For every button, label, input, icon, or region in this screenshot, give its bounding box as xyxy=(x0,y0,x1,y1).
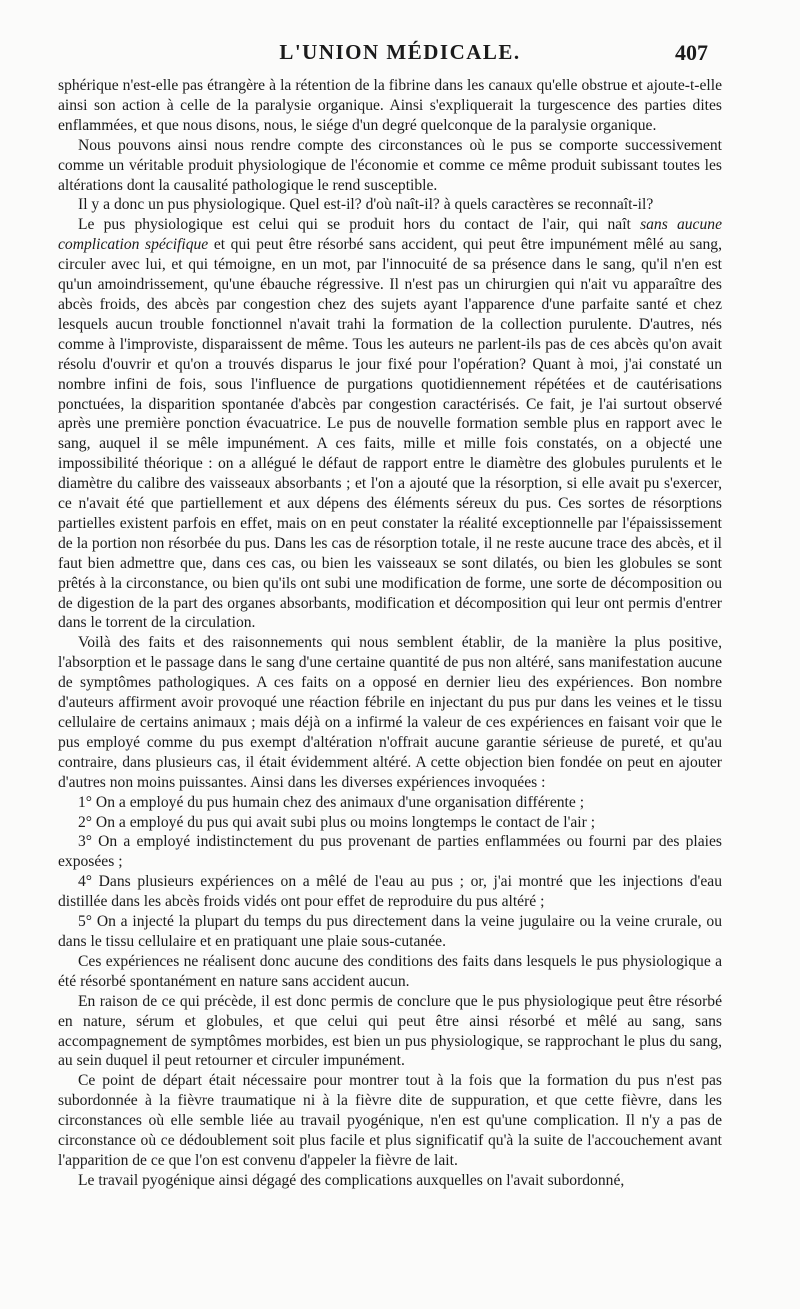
page-header xyxy=(0,38,800,74)
list-item: 5° On a injecté la plupart du temps du pus directement dans la veine jugulaire ou la veine crurale, ou dans le tissu cellulaire et en pratiquant une plaie sous-cutanée. xyxy=(58,913,722,950)
paragraph: sphérique n'est-elle pas étrangère à la rétention de la fibrine dans les canaux qu'elle obstrue et ajoute-t-elle ainsi son action à celle de la paralysie organique. Ainsi s'expliquerait la turgescence des parties dites enflammées, et que nous disons, nous, le siége d'un degré quelconque de la paralysie organique. xyxy=(58,77,722,134)
paragraph: Voilà des faits et des raisonnements qui nous semblent établir, de la manière la plus positive, l'absorption et le passage dans le sang d'une certaine quantité de pus non altéré, sans manifestation aucune de symptômes pathologiques. A ces faits on a opposé en dernier lieu des expériences. Bon nombre d'auteurs affirment avoir provoqué une réaction fébrile en injectant du pus pur dans les veines et le tissu cellulaire de certains animaux ; mais déjà on a infirmé la valeur de ces expériences en faisant voir que le pus employé comme du pus exempt d'altération n'offrait aucune garantie sérieuse de pureté, et qu'au contraire, dans plusieurs cas, il était évidemment altéré. A cette objection bien fondée on peut en ajouter d'autres non moins puissantes. Ainsi dans les diverses expériences invoquées : xyxy=(58,634,722,791)
paragraph: Ce point de départ était nécessaire pour montrer tout à la fois que la formation du pus n'est pas subordonnée à la fièvre traumatique ni à la fièvre dite de suppuration, et que cette fièvre, dans les circonstances où elle semble liée au travail pyogénique, n'en est qu'une complication. Il n'y a pas de circonstance où ce dédoublement soit plus facile et plus significatif qu'à la suite de l'accouchement avant l'apparition de ce que l'on est convenu d'appeler la fièvre de lait. xyxy=(58,1072,722,1169)
page-number: 407 xyxy=(675,40,708,65)
paragraph: En raison de ce qui précède, il est donc permis de conclure que le pus physiologique peut être résorbé en nature, sérum et globules, et que celui qui peut être ainsi résorbé et mêlé au sang, sans accompagnement de symptômes morbides, est bien un pus physiologique, se rapprochant le plus du sang, au sein duquel il peut retourner et circuler impunément. xyxy=(58,992,722,1070)
paragraph: Le travail pyogénique ainsi dégagé des complications auxquelles on l'avait subordonné, xyxy=(78,1171,625,1189)
paragraph: Nous pouvons ainsi nous rendre compte des circonstances où le pus se comporte successivement comme un véritable produit physiologique de l'économie et comme ce même produit subissant toutes les altérations dont la causalité pathologique le rend susceptible. xyxy=(58,136,722,194)
body-text xyxy=(58,76,722,1191)
paragraph-segment: Le pus physiologique est celui qui se produit hors du contact de l'air, qui naît xyxy=(78,216,631,234)
list-item: 3° On a employé indistinctement du pus provenant de parties enflammées ou fourni par des plaies exposées ; xyxy=(58,833,722,871)
paragraph: Ces expériences ne réalisent donc aucune des conditions des faits dans lesquels le pus physiologique a été résorbé spontanément en nature sans accident aucun. xyxy=(58,952,722,990)
list-item: 1° On a employé du pus humain chez des animaux d'une organisation différente ; xyxy=(78,793,585,811)
list-item: 4° Dans plusieurs expériences on a mêlé de l'eau au pus ; or, j'ai montré que les injections d'eau distillée dans les abcès froids vidés ont pour effet de reproduire du pus altéré ; xyxy=(58,873,722,911)
list-item: 2° On a employé du pus qui avait subi plus ou moins longtemps le contact de l'air ; xyxy=(78,813,596,831)
italic-phrase: sans aucune complication spécifique xyxy=(58,216,722,254)
paragraph xyxy=(58,215,722,633)
paragraph: Il y a donc un pus physiologique. Quel est-il? d'où naît-il? à quels caractères se reconnaît-il? xyxy=(78,196,654,214)
paragraph-segment: et qui peut être résorbé sans accident, qui peut être impunément mêlé au sang, circuler avec lui, et qui témoigne, en un mot, par l'innocuité de sa présence dans le sang, qu'il n'en est qu'un amoindrissement, qu'une ébauche régressive. Il n'est pas un chirurgien qui n'ait vu apparaître des abcès froids, des abcès par congestion chez des sujets ayant l'apparence d'une parfaite santé et chez lesquels aucun trouble fonctionnel n'avait trahi la formation de la collection purulente. D'autres, nés comme à l'improviste, disparaissent de même. Tous les auteurs ne parlent-ils pas de ces abcès qu'on avait résolu d'ouvrir et qu'on a trouvés disparus le jour fixé pour l'opération? Quant à moi, j'ai constaté un nombre infini de fois, sous l'influence de purgations quotidiennement répétées et de cautérisations ponctuées, la disparition spontanée d'abcès par congestion caractérisés. Ce fait, je l'ai surtout observé après une première ponction évacuatrice. Le pus de nouvelle formation semble plus en rapport avec le sang, auquel il se mêle impunément. A ces faits, mille et mille fois constatés, on a objecté une impossibilité théorique : on a allégué le défaut de rapport entre le diamètre des globules purulents et le diamètre du calibre des vaisseaux absorbants ; et l'on a ajouté que la résorption, si elle avait pu s'exercer, ce n'avait été que partiellement et aux dépens des éléments séreux du pus. Ces sortes de résorptions partielles existent parfois en effet, mais on en peut constater la réalité exceptionnelle par l'épaississement de la portion non résorbée du pus. Dans les cas de résorption totale, il ne reste aucune trace des abcès, et il faut bien admettre que, dans ces cas, ou bien les vaisseaux se sont dilatés, ou bien les globules se sont prêtés à la circonstance, ou bien qu'ils ont subi une modification de forme, une sorte de décomposition ou de digestion de la part des organes absorbants, modification et décomposition qui leur ont permis d'entrer dans le torrent de la circulation. xyxy=(58,236,723,632)
running-title: L'UNION MÉDICALE. xyxy=(279,40,521,64)
